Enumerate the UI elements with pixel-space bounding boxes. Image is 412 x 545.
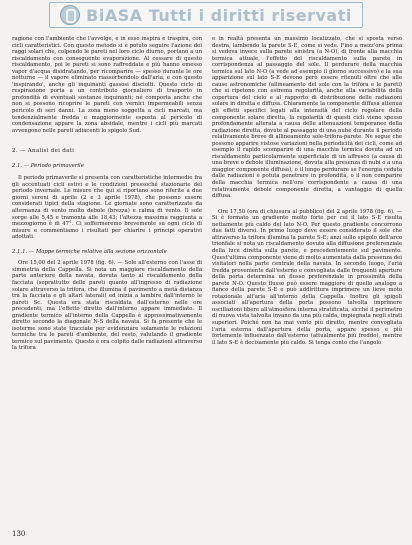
section-heading: 2. — Analisi dei dati	[12, 148, 75, 155]
right-column	[212, 36, 402, 346]
left-column	[12, 36, 202, 352]
right-paragraph-1: e in realtà presenta un massimo localizzato, che si sposta verso destra, lambendo la parete S-E, come si vede. Fino a mezz'ora prima si vedeva invece sulla parete sinistra (a N-O), di fronte alla macchia termica attuale, l'effetto del riscaldamento sulla parete in corrispondenza al passaggio del sole. Il perdurare della macchia termica sul lato N-O (a vede ad esempio il giorno successivo) e la sua apparizione sul lato S-E devono però essere ritenuti oltre che alle cause astronomiche (allineamento del sole con la trifora e le pareti) che si ripetono con estrema regolarità, anche alla variabilità della copertura del cielo e al rapporto di distribuzione delle radiazioni solare in diretta e diffusa. Chiaramente la componente diffusa attenua gli effetti specifici legati alla intensità del ciclo regolare della componente solare diretta, la regolarità di questi cicli viene spesso profondamente alterata a causa delle attenuazioni temporanee della radiazione diretta, dovute al passaggio di una nube durante il periodo relativamente breve di allineamento sole-trifora-parete. Ne segue che possono apparire vistose variazioni nella periodicità dei cicli, come ad esempio il rapido scomparire di una macchia termica dovuta ad un riscaldamento particolarmente superficiale di un affresco (a causa di una breve o debole illuminazione, dovuta alla presenza di nubi o a una maggior componente diffusa), o il lungo perdurare se l'energia ceduta dalle radiazioni è potuta penetrare in profondità, o il non comparire della macchia termica nell'ora corrispondente a causa di una relativamente debole componente diretta, a vantaggio di quella diffusa.	[212, 36, 402, 200]
watermark-text: BiASA Tutti i diritti riservati	[86, 5, 352, 25]
subsubsection-heading: 2.1.1. — Mappe termiche relative alla sezione orizzontale	[12, 248, 167, 255]
right-paragraph-2: Ore 17,50 (ora di chiusura al pubblico) del 2 aprile 1978 (fig. 6). — Si è formato un gradiente molto forte per cui il lato S-E risulta nettamente più caldo del lato N-O. Per questo gradiente concorrono due fatti diversi. In primo luogo deve essere considerato il sole che attraverso la trifora illumina la parete S-E; anzi sullo spigolo dell'arco trionfale si nota un riscaldamento dovuto alla diffusione preferenziale della luce diretta sulla parete, e precedentemente sul pavimento. Quest'ultima componente viene di molto aumentata dalla presenza dei visitatori nella parte centrale della navata. In secondo luogo, l'aria fredda proveniente dall'esterno e convogliata dalle frequenti aperture della porta determina un flusso preferenziale in prossimità della parete N-O. Questo flusso può essere maggiore di quello analogo a fianco della parete S-E e può addirittura imprimere un lieve moto rotazionale all'aria all'interno della Cappella. Inoltre gli spigoli associati all'apertura della porta possono talvolta imprimere oscillazioni libere all'atmosfera interna stratificata, sicché il perimetro di nuova vista talvolta invano da una più calda, impiegnata negli strati superiori. Poiché non ha mai vento più diretto, mentre convogliata l'aria esterna dall'apertura della porta, appare spesso e più fortemente influenzato dall'esterno (attualmente più freddo), mentre il lato S-E è decisamente più caldo. Si tenga conto che l'angolo	[212, 208, 402, 346]
page-number: 130	[12, 530, 26, 538]
subsection-heading: 2.1. — Periodo primaverile	[12, 162, 84, 169]
library-logo-icon	[60, 5, 80, 25]
left-paragraph-3: Ore 15,00 del 2 aprile 1978 (fig. 6). — Sole all'esterno con l'asse di simmetria della Cappella. Si nota un maggiore riscaldamento della parte anteriore della navata, dovuta tanto al riscaldamento della facciata (soprattutto delle pareti quanto all'ingresso di radiazione solare attraverso la trifora, che illumina il pavimento a metà distanza tra la facciata e gli altari laterali) ed inizia a lambire dall'interno le pareti Sc. Questa era stata riscaldata dall'esterno nelle ore precedenti, ma l'effetto diretto dall'interno appare immediato. Il gradiente termico all'interno della Cappella è approssimativamente diretto secondo la diagonale N-S della navata. Si fa presente che le isoterme sono state tracciate per evidenziare solamente le relazioni termiche tra le pareti d'ambiente, del resto, valutando il gradiente termico sul pavimento. Questo è ora colpito dalle radiazioni attraverso la trifora	[12, 260, 203, 352]
left-paragraph-2: Il periodo primaverile si presenta con caratteristiche intermedie fra gli accentuati cicli estivi e le condizioni pressoché stazionarie del periodo invernale. Le misure che qui si riportano sono riferite a due giorni sereni di aprile (2 e 3 aprile 1978), che possono essere considerati tipici della stagione. Le giornate sono caratterizzate da alternanza di vento molto debole (brezza) e calma di vento. Il sole sorge alle 5,45 e tramonta alle 18,43; l'altezza massima raggiunta a mezzogiorno è di 47°. Ci soffermeremo brevemente su ogni ciclo di misure e commentiamo i risultati per chiarire i principi operativi adottati.	[12, 175, 202, 241]
watermark-banner	[49, 2, 363, 28]
page-header	[0, 0, 412, 30]
left-paragraph-1: ragione con l'ambiente che l'avvolge, e in esso inspira e traspira, con cicli caratteristici. Con questo metodo si è potuto seguire l'azione dei raggi solari che, colpendo le pareti nel loro ciclo diurno, portano a un riscaldamento con conseguente evaporazione. Al cessare di questo riscaldamento, poi le pareti si sono raffreddate e più hanno emesso vapor d'acqua disidratando, per ricomparire — spesso durante le ore notturne — il vapore eliminato riassorbendolo dall'aria, e con questo 'inspirando', anche gli inquinanti gassosi disciolti. Questo ciclo di respirazione porta a un contributo giornaliero di trasporto in profondità di eventuali sostanze inquinanti; né comporta anche che non si possono ricoprire le pareti con vernici impermeabili senza pericolo di seri danni. La zona meno soggetta a cicli marcati, ma tendenzialmente fredda e maggiormente esposta al pericolo di condensazione appare la zona absidale, mentre i cicli più marcati avvengono nelle pareti adiacenti lo spigolo Sud.	[12, 36, 202, 134]
paragraph-gap	[212, 200, 402, 209]
